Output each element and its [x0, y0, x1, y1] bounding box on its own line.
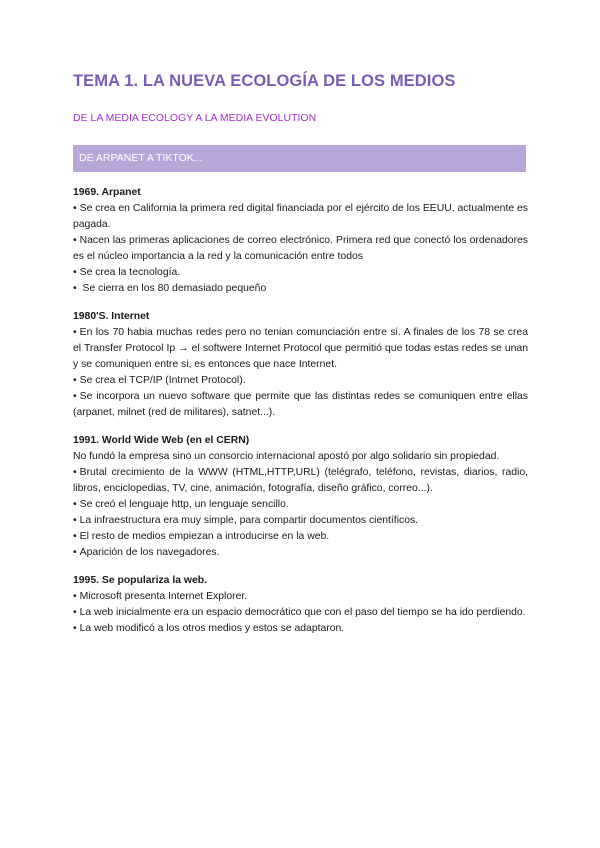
list-item — [73, 373, 528, 389]
bullet-icon: • — [73, 283, 77, 294]
list-item — [73, 589, 528, 605]
bullet-icon: • — [73, 607, 77, 618]
list-item — [73, 389, 528, 421]
bullet-icon: • — [73, 235, 77, 246]
list-item-text: El resto de medios empiezan a introducirse en la web. — [79, 531, 330, 542]
section-intro: No fundó la empresa sino un consorcio internacional apostó por algo solidario sin propiedad. — [73, 451, 500, 462]
list-item — [73, 465, 528, 497]
list-item-text: En los 70 habia muchas redes pero no tenian comunciación entre si. A finales de los 78 se crea el Transfer Protocol Ip → el softwere Internet Protocol que permitió que todas estas redes se unan y se comuniquen entre si, es entonces que nace Internet. — [73, 327, 528, 370]
bullet-icon: • — [73, 515, 77, 526]
bullet-icon: • — [73, 327, 77, 338]
bullet-icon: • — [73, 623, 77, 634]
section-heading: 1969. Arpanet — [73, 187, 141, 198]
bullet-icon: • — [73, 375, 77, 386]
document-body — [73, 185, 528, 649]
bullet-icon: • — [73, 267, 77, 278]
list-item-text: Se cierra en los 80 demasiado pequeño — [79, 283, 267, 294]
section-heading: 1980'S. Internet — [73, 311, 150, 322]
list-item — [73, 201, 528, 233]
list-item-text: Microsoft presenta Internet Explorer. — [79, 591, 248, 602]
section — [73, 309, 528, 421]
bullet-icon: • — [73, 531, 77, 542]
bullet-icon: • — [73, 547, 77, 558]
list-item-text: Nacen las primeras aplicaciones de correo electrónico. Primera red que conectó los ordenadores es el núcleo importancia a la red y la comunicación entre todos — [73, 235, 528, 262]
list-item — [73, 325, 528, 373]
list-item — [73, 545, 528, 561]
bullet-icon: • — [73, 499, 77, 510]
list-item — [73, 513, 528, 529]
list-item-text: Brutal crecimiento de la WWW (HTML,HTTP,URL) (telégrafo, teléfono, revistas, diarios, radio, libros, enciclopedias, TV, cine, animación, fotografía, diseño gráfico, correo...). — [73, 467, 528, 494]
list-item — [73, 281, 528, 297]
list-item — [73, 265, 528, 281]
list-item — [73, 233, 528, 265]
list-item — [73, 621, 528, 637]
page-subtitle: DE LA MEDIA ECOLOGY A LA MEDIA EVOLUTION — [73, 112, 317, 124]
section-heading: 1991. World Wide Web (en el CERN) — [73, 435, 250, 446]
section — [73, 433, 528, 561]
list-item — [73, 497, 528, 513]
bullet-icon: • — [73, 391, 77, 402]
list-item-text: La web modificó a los otros medios y estos se adaptaron. — [79, 623, 345, 634]
list-item — [73, 605, 528, 621]
bullet-icon: • — [73, 203, 77, 214]
bullet-icon: • — [73, 591, 77, 602]
list-item-text: La infraestructura era muy simple, para compartir documentos científicos. — [79, 515, 419, 526]
list-item — [73, 529, 528, 545]
list-item-text: Se incorpora un nuevo software que permite que las distintas redes se comuniquen entre ellas (arpanet, milnet (red de militares), satnet...). — [73, 391, 528, 418]
bullet-icon: • — [73, 467, 77, 478]
page-title: TEMA 1. LA NUEVA ECOLOGÍA DE LOS MEDIOS — [73, 72, 456, 90]
list-item-text: Se crea la tecnología. — [79, 267, 181, 278]
list-item-text: Se crea en California la primera red digital financiada por el ejército de los EEUU, actualmente es pagada. — [73, 203, 528, 230]
section — [73, 185, 528, 297]
list-item-text: Se crea el TCP/IP (Intrnet Protocol). — [79, 375, 246, 386]
section-heading: 1995. Se populariza la web. — [73, 575, 207, 586]
section-banner: DE ARPANET A TIKTOK... — [73, 145, 526, 172]
list-item-text: Se creó el lenguaje http, un lenguaje sencillo. — [79, 499, 289, 510]
list-item-text: La web inicialmente era un espacio democrático que con el paso del tiempo se ha ido perdiendo. — [79, 607, 526, 618]
section — [73, 573, 528, 637]
list-item-text: Aparición de los navegadores. — [79, 547, 220, 558]
